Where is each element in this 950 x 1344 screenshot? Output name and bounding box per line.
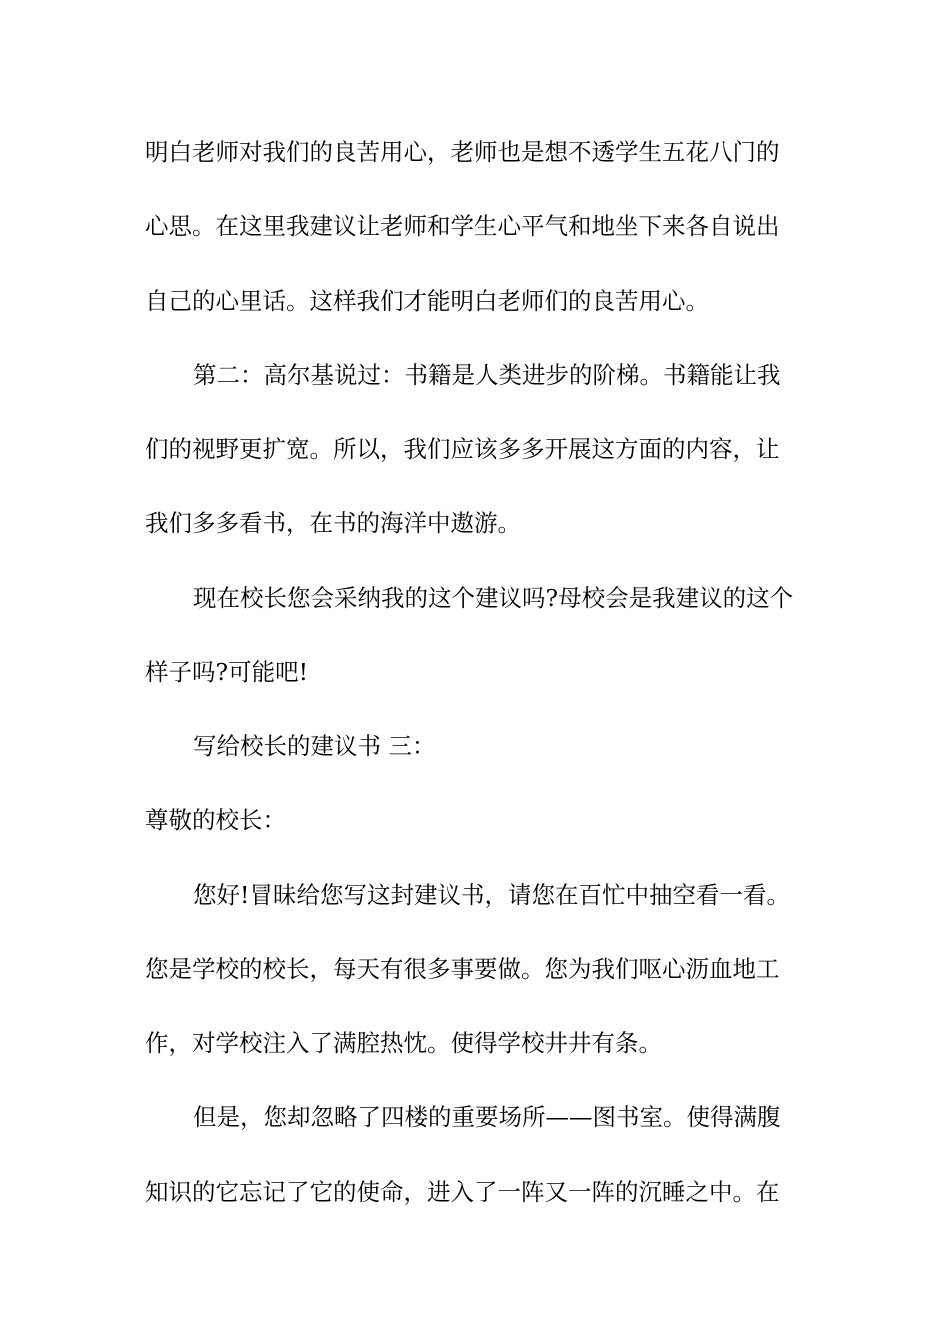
paragraph-line: 但是，您却忽略了四楼的重要场所——图书室。使得满腹 — [193, 1103, 781, 1131]
paragraph-line: 我们多多看书，在书的海洋中遨游。 — [145, 509, 521, 537]
paragraph-line: 您是学校的校长，每天有很多事要做。您为我们呕心沥血地工 — [145, 955, 780, 983]
section-heading: 写给校长的建议书 三： — [193, 732, 436, 760]
paragraph-line: 们的视野更扩宽。所以，我们应该多多开展这方面的内容，让 — [145, 435, 780, 463]
paragraph-line: 作，对学校注入了满腔热忱。使得学校井井有条。 — [145, 1029, 662, 1057]
paragraph-line: 您好!冒昧给您写这封建议书，请您在百忙中抽空看一看。 — [193, 881, 790, 909]
salutation: 尊敬的校长： — [145, 806, 286, 834]
paragraph-line: 自己的心里话。这样我们才能明白老师们的良苦用心。 — [145, 287, 709, 315]
paragraph-line: 第二：高尔基说过：书籍是人类进步的阶梯。书籍能让我 — [193, 361, 781, 389]
paragraph-line: 现在校长您会采纳我的这个建议吗?母校会是我建议的这个 — [193, 584, 794, 612]
paragraph-line: 样子吗?可能吧! — [145, 658, 309, 686]
paragraph-line: 明白老师对我们的良苦用心，老师也是想不透学生五花八门的 — [145, 138, 780, 166]
paragraph-line: 知识的它忘记了它的使命，进入了一阵又一阵的沉睡之中。在 — [145, 1178, 780, 1206]
paragraph-line: 心思。在这里我建议让老师和学生心平气和地坐下来各自说出 — [145, 212, 780, 240]
